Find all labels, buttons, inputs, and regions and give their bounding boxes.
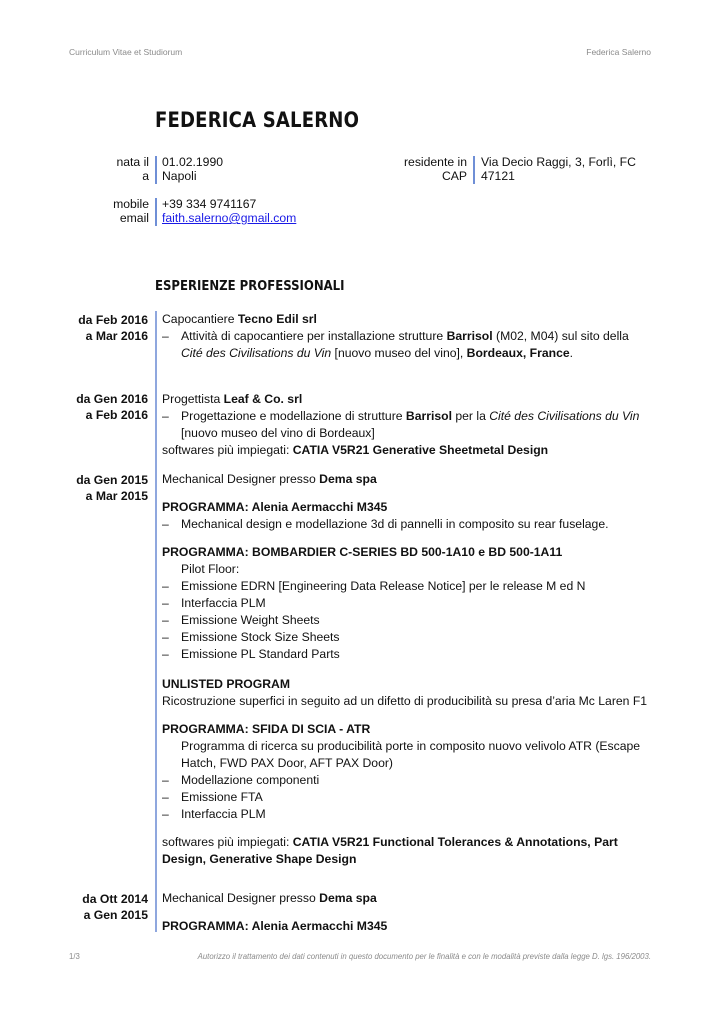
exp3-dates: [76, 472, 148, 504]
info-divider: [155, 156, 157, 184]
list-item: – Mechanical design e modellazione 3d di pannelli in composito su rear fuselage.: [162, 517, 609, 531]
program-title: PROGRAMMA: SFIDA DI SCIA - ATR: [162, 722, 371, 736]
program-intro: Programma di ricerca su producibilità porte in composito nuovo velivolo ATR (Escape Hatch, FWD PAX Door, AFT PAX Door): [181, 739, 641, 770]
job-title: Mechanical Designer presso Dema spa: [162, 891, 377, 905]
info-divider: [473, 156, 475, 184]
date-to: a Gen 2015: [83, 908, 148, 922]
company-name: Dema spa: [319, 891, 377, 905]
email-label: email: [119, 211, 149, 225]
program-title: PROGRAMMA: Alenia Aermacchi M345: [162, 500, 388, 514]
born-date-label: nata il: [116, 155, 149, 169]
exp2-dates: [76, 391, 148, 423]
section-title: ESPERIENZE PROFESSIONALI: [155, 279, 345, 294]
program-title: UNLISTED PROGRAM: [162, 677, 290, 691]
job-title: Capocantiere Tecno Edil srl: [162, 312, 317, 326]
date-from: da Gen 2015: [76, 473, 148, 487]
exp3-entry: [162, 471, 662, 868]
person-name: FEDERICA SALERNO: [155, 108, 360, 132]
job-title: Progettista Leaf & Co. srl: [162, 392, 303, 406]
software-line: softwares più impiegati: CATIA V5R21 Functional Tolerances & Annotations, Part Design, Generative Shape Design: [162, 835, 618, 866]
residence-values: [481, 155, 636, 183]
contact-labels: [113, 197, 149, 225]
residence-address: Via Decio Raggi, 3, Forlì, FC: [481, 155, 636, 169]
mobile-label: mobile: [113, 197, 149, 211]
date-to: a Feb 2016: [85, 408, 148, 422]
exp4-dates: [82, 891, 148, 923]
cap-value: 47121: [481, 169, 515, 183]
list-item: – Modellazione componenti: [162, 773, 320, 787]
born-labels: [116, 155, 149, 183]
program-title: PROGRAMMA: Alenia Aermacchi M345: [162, 919, 388, 933]
exp2-entry: [162, 391, 662, 459]
exp4-entry: [162, 890, 662, 935]
cap-label: CAP: [441, 169, 467, 183]
contact-values: [162, 197, 296, 225]
list-item: – Interfaccia PLM: [162, 807, 266, 821]
exp1-entry: [162, 311, 662, 362]
list-item: – Emissione FTA: [162, 790, 263, 804]
list-item: – Interfaccia PLM: [162, 596, 266, 610]
list-item: – Emissione EDRN [Engineering Data Release Notice] per le release M ed N: [162, 579, 586, 593]
born-place-label: a: [142, 169, 149, 183]
header-left: Curriculum Vitae et Studiorum: [69, 47, 183, 57]
residence-labels: [404, 155, 467, 183]
date-to: a Mar 2015: [85, 489, 148, 503]
info-divider: [155, 198, 157, 226]
program-text: Ricostruzione superfici in seguito ad un difetto di producibilità su presa d’aria Mc Laren F1: [162, 694, 648, 708]
date-from: da Gen 2016: [76, 392, 148, 406]
privacy-notice: Autorizzo il trattamento dei dati contenuti in questo documento per le finalità e con le modalità previste dalla legge D. lgs. 196/2003.: [197, 952, 651, 961]
mobile-number: +39 334 9741167: [162, 197, 257, 211]
program-title: PROGRAMMA: BOMBARDIER C-SERIES BD 500-1A10 e BD 500-1A11: [162, 545, 563, 559]
email-link[interactable]: faith.salerno@gmail.com: [162, 211, 297, 225]
born-date: 01.02.1990: [162, 155, 223, 169]
header-right: Federica Salerno: [586, 47, 651, 57]
born-values: [162, 155, 223, 183]
list-item: – Emissione PL Standard Parts: [162, 647, 340, 661]
software-line: softwares più impiegati: CATIA V5R21 Generative Sheetmetal Design: [162, 443, 549, 457]
list-item: – Attività di capocantiere per installazione strutture Barrisol (M02, M04) sul sito della Cité des Civilisations du Vin [nuovo museo del vino], Bordeaux, France.: [162, 329, 629, 360]
timeline-bar: [155, 311, 157, 932]
list-item: – Emissione Stock Size Sheets: [162, 630, 340, 644]
date-to: a Mar 2016: [85, 329, 148, 343]
company-name: Tecno Edil srl: [237, 312, 317, 326]
job-title: Mechanical Designer presso Dema spa: [162, 472, 377, 486]
company-name: Dema spa: [319, 472, 377, 486]
list-item: – Progettazione e modellazione di strutture Barrisol per la Cité des Civilisations du Vin [nuovo museo del vino di Bordeaux]: [162, 409, 640, 440]
date-from: da Feb 2016: [78, 313, 148, 327]
page-number: 1/3: [69, 952, 80, 961]
exp1-dates: [78, 312, 148, 344]
program-intro: Pilot Floor:: [181, 562, 240, 576]
date-from: da Ott 2014: [82, 892, 148, 906]
company-name: Leaf & Co. srl: [223, 392, 303, 406]
list-item: – Emissione Weight Sheets: [162, 613, 320, 627]
residence-label: residente in: [403, 155, 467, 169]
born-place: Napoli: [162, 169, 197, 183]
